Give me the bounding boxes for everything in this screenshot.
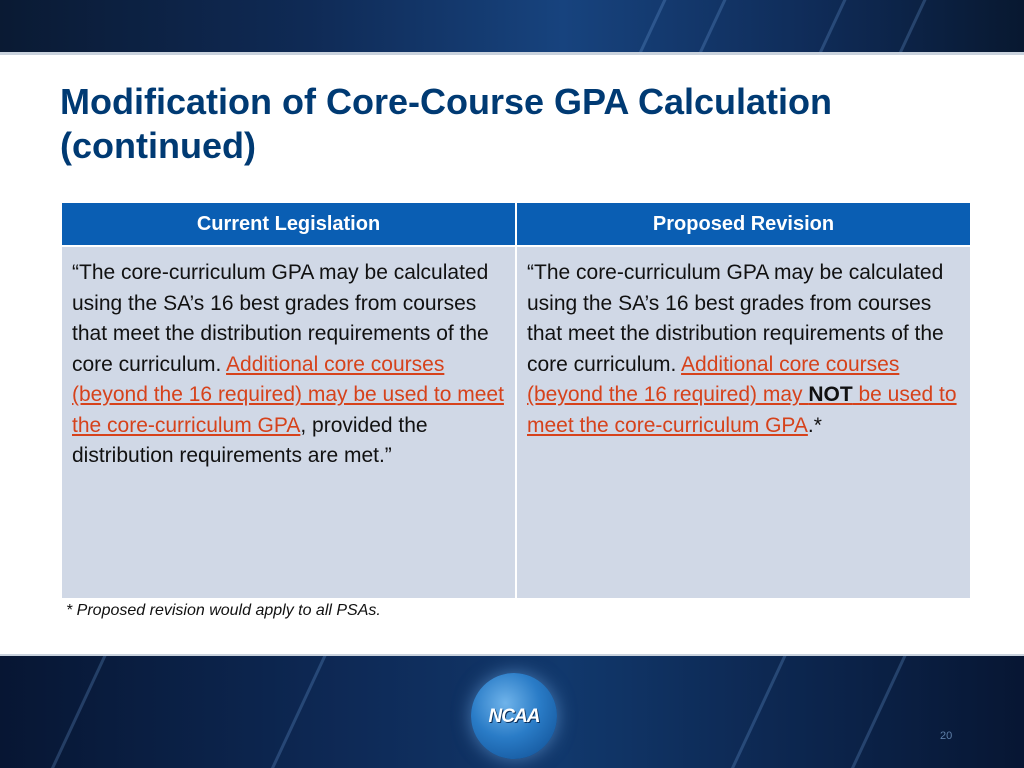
proposed-highlight-after: be used to meet the core-curriculum GPA: [527, 383, 957, 437]
banner-streak: [791, 0, 853, 52]
proposed-highlight-before: Additional core courses (beyond the 16 required) may: [527, 352, 900, 406]
current-text-before: “The core-curriculum GPA may be calculated using the SA’s 16 best grades from courses that meet the distribution requirements of the core curriculum.: [72, 261, 489, 376]
table-row: [61, 246, 971, 599]
table-header-row: [61, 202, 971, 246]
banner-streak: [731, 656, 793, 768]
current-highlight-text: Additional core courses (beyond the 16 required) may be used to meet the core-curriculum GPA: [72, 352, 504, 437]
proposed-text-after: .*: [807, 413, 822, 437]
header-current-legislation: Current Legislation: [61, 202, 516, 246]
banner-streak: [851, 656, 913, 768]
ncaa-logo: [471, 673, 557, 759]
banner-streak: [271, 656, 333, 768]
banner-streak: [671, 0, 733, 52]
top-banner: [0, 0, 1024, 52]
top-divider: [0, 52, 1024, 55]
proposed-text-before: “The core-curriculum GPA may be calculated using the SA’s 16 best grades from courses that meet the distribution requirements of the core curriculum.: [527, 261, 944, 376]
banner-streak: [871, 0, 933, 52]
slide-title: Modification of Core-Course GPA Calculation (continued): [60, 81, 833, 166]
slide-number: 20: [940, 730, 953, 742]
footnote: * Proposed revision would apply to all PSAs.: [66, 602, 381, 619]
header-proposed-revision: Proposed Revision: [516, 202, 971, 246]
banner-streak: [611, 0, 673, 52]
current-legislation-cell: [61, 246, 516, 599]
comparison-table: [60, 201, 972, 600]
current-text-after: , provided the distribution requirements are met.”: [72, 413, 428, 467]
ncaa-logo-text: NCAA: [488, 706, 540, 727]
proposed-highlight-not: NOT: [808, 383, 853, 406]
banner-streak: [51, 656, 113, 768]
proposed-revision-cell: [516, 246, 971, 599]
